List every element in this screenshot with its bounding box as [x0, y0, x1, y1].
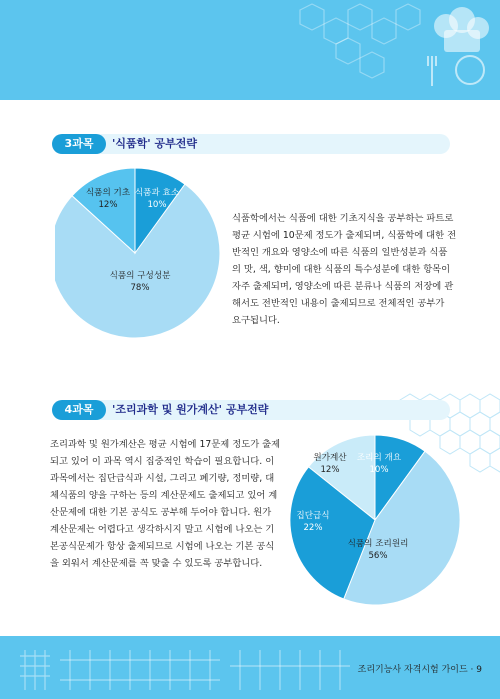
section3-paragraph-line: 해서도 전반적인 내용이 출제되므로 전체적인 공부가: [232, 298, 445, 309]
section3-pie-label-enzymes-name: 식품과 효소: [134, 188, 180, 198]
section3-paragraph-line: 자주 출제되며, 영양소에 따른 분류나 식품의 저장에 관: [232, 281, 454, 292]
section4-badge: 4과목: [52, 400, 106, 420]
section3-paragraph-line: 평균 시험에 10문제 정도가 출제되며, 식품학에 대한 전: [232, 230, 457, 241]
section4-pie-label-principles-name: 식품의 조리원리: [347, 539, 409, 549]
section4-paragraph-line: 되고 있어 이 과목 역시 집중적인 학습이 필요합니다. 이: [50, 456, 275, 467]
section4-paragraph-line: 체식품의 양을 구하는 등의 계산문제도 출제되고 있어 계: [50, 490, 278, 501]
top-decorative-band: [0, 0, 500, 100]
section3-badge: 3과목: [52, 134, 106, 154]
section3-paragraph-line: 의 맛, 색, 향미에 대한 식품의 특수성분에 대한 항목이: [232, 264, 451, 275]
section4-pie-label-overview-name: 조리의 개요: [356, 453, 402, 463]
section4-paragraph-line: 과목에서는 집단급식과 시설, 그리고 폐기량, 정미량, 대: [50, 473, 275, 484]
section3-pie-label-enzymes: [132, 187, 182, 211]
section4-pie-label-principles: [338, 538, 418, 562]
section3-pie-label-constituents-value: 78%: [130, 283, 150, 293]
section4-paragraph-line: 산문제에 대한 기본 공식도 공부해 두어야 합니다. 원가: [50, 507, 272, 518]
section4-pie-label-overview: [352, 452, 406, 476]
section3-title: '식품학' 공부전략: [112, 137, 197, 150]
section4-pie-label-cost-name: 원가계산: [313, 453, 347, 463]
section4-pie-label-cost-value: 12%: [320, 465, 340, 475]
section4-title: '조리과학 및 원가계산' 공부전략: [112, 403, 269, 416]
section3-paragraph-line: 요구됩니다.: [232, 315, 280, 326]
section3-pie-label-constituents: [105, 270, 175, 294]
section3-pie-label-basics-name: 식품의 기초: [85, 188, 131, 198]
section3-pie-label-basics-value: 12%: [98, 200, 118, 210]
section4-paragraph-line: 을 외워서 계산문제를 꼭 맞출 수 있도록 공부합니다.: [50, 558, 263, 569]
section3-paragraph-line: 식품학에서는 식품에 대한 기초지식을 공부하는 파트로: [232, 213, 454, 224]
section3-pie-label-constituents-name: 식품의 구성성분: [109, 271, 171, 281]
section4-pie-label-group-meals: [288, 510, 338, 534]
section3-pie-label-enzymes-value: 10%: [147, 200, 167, 210]
section3-pie-label-basics: [80, 187, 136, 211]
section4-paragraph: [50, 436, 282, 572]
section4-pie-label-principles-value: 56%: [368, 551, 388, 561]
section4-pie-label-cost: [304, 452, 356, 476]
section4-paragraph-line: 조리과학 및 원가계산은 평균 시험에 17문제 정도가 출제: [50, 439, 281, 450]
section4-bullet-dot: [94, 407, 99, 412]
section4-paragraph-line: 계산문제는 어렵다고 생각하시지 말고 시험에 나오는 기: [50, 524, 275, 535]
chef-hat-icon: [434, 7, 489, 52]
section3-paragraph-line: 반적인 개요와 영양소에 따른 식품의 일반성분과 식품: [232, 247, 448, 258]
watermark-pattern: [0, 0, 500, 100]
page-footer: 조리기능사 자격시험 가이드 · 9: [357, 665, 482, 675]
section3-bullet-dot: [94, 141, 99, 146]
section4-pie-label-group-meals-value: 22%: [303, 523, 323, 533]
section3-paragraph: [232, 210, 457, 329]
section4-paragraph-line: 본공식문제가 항상 출제되므로 시험에 나오는 기본 공식: [50, 541, 275, 552]
section4-pie-label-overview-value: 10%: [369, 465, 389, 475]
section4-pie-label-group-meals-name: 집단급식: [296, 511, 330, 521]
